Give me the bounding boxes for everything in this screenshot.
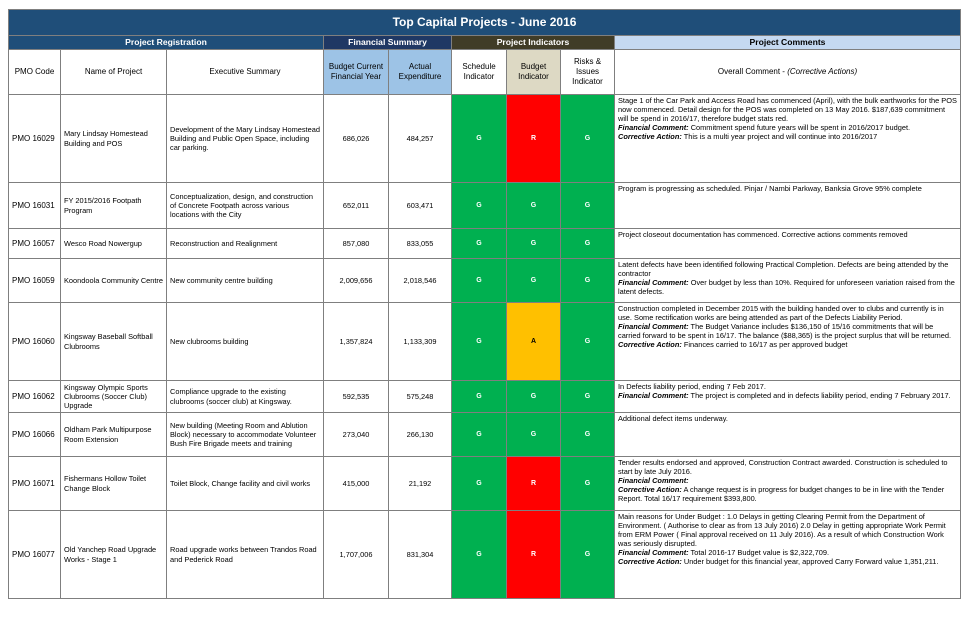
budget-value: 415,000 xyxy=(324,457,389,511)
pmo-code: PMO 16071 xyxy=(9,457,61,511)
pmo-code: PMO 16029 xyxy=(9,95,61,183)
schedule-indicator: G xyxy=(452,303,507,381)
budget-value: 1,357,824 xyxy=(324,303,389,381)
group-project-comments: Project Comments xyxy=(615,36,961,50)
comment-text: Construction completed in December 2015 with the building handed over to clubs and currently is in use. Some rectification works are being attended as part of the Defects Liability Period. xyxy=(618,304,944,323)
comment-text: Latent defects have been identified following Practical Completion. Defects are being attended by the contractor xyxy=(618,260,949,279)
expenditure-value: 831,304 xyxy=(389,511,452,599)
executive-summary: New building (Meeting Room and Ablution Block) necessary to accommodate Volunteer Bush Fire Brigade meets and training xyxy=(167,413,324,457)
project-name: Old Yanchep Road Upgrade Works - Stage 1 xyxy=(61,511,167,599)
financial-comment xyxy=(618,278,957,296)
corrective-action-text: Under budget for this financial year, approved Carry Forward value 1,351,211. xyxy=(681,557,939,567)
comment-text: Project closeout documentation has commenced. Corrective actions comments removed xyxy=(618,230,908,239)
overall-comment xyxy=(615,229,961,259)
expenditure-value: 266,130 xyxy=(389,413,452,457)
financial-comment-label: Financial Comment: xyxy=(618,548,689,558)
corrective-action-text: This is a multi year project and will continue into 2016/2017 xyxy=(681,132,878,142)
schedule-indicator: G xyxy=(452,511,507,599)
corrective-action-label: Corrective Action: xyxy=(618,485,682,495)
projects-table xyxy=(8,9,961,599)
overall-comment xyxy=(615,381,961,413)
pmo-code: PMO 16060 xyxy=(9,303,61,381)
table-row xyxy=(9,413,961,457)
header-pmo-code: PMO Code xyxy=(9,50,61,95)
comment-text: Main reasons for Under Budget : 1.0 Delays in getting Clearing Permit from the Department of Environment. ( Authorise to clear as from 13 July 2016) 2.0 Delay in getting appropriate Work Permit from ERM Power ( Final approval received on 11 July 2016). As a result of which Construction Work was seriously disrupted. xyxy=(618,512,946,549)
budget-indicator: R xyxy=(507,95,561,183)
header-name: Name of Project xyxy=(61,50,167,95)
project-name: Kingsway Olympic Sports Clubrooms (Soccer Club) Upgrade xyxy=(61,381,167,413)
budget-value: 592,535 xyxy=(324,381,389,413)
budget-indicator: R xyxy=(507,457,561,511)
risks-indicator: G xyxy=(561,259,615,303)
budget-value: 857,080 xyxy=(324,229,389,259)
financial-comment xyxy=(618,123,957,132)
financial-comment-label: Financial Comment: xyxy=(618,123,689,133)
budget-indicator: G xyxy=(507,413,561,457)
financial-comment-text: Over budget by less than 10%. Required for unforeseen variation raised from the latent defects. xyxy=(618,278,955,297)
page-title: Top Capital Projects - June 2016 xyxy=(9,10,961,36)
header-schedule-indicator: Schedule Indicator xyxy=(452,50,507,95)
expenditure-value: 21,192 xyxy=(389,457,452,511)
overall-comment xyxy=(615,259,961,303)
corrective-action-label: Corrective Action: xyxy=(618,340,682,350)
header-overall-comment-label: Overall Comment - xyxy=(717,67,788,76)
pmo-code: PMO 16059 xyxy=(9,259,61,303)
financial-comment xyxy=(618,322,957,340)
overall-comment xyxy=(615,95,961,183)
table-row xyxy=(9,183,961,229)
expenditure-value: 2,018,546 xyxy=(389,259,452,303)
header-summary: Executive Summary xyxy=(167,50,324,95)
project-name: FY 2015/2016 Footpath Program xyxy=(61,183,167,229)
schedule-indicator: G xyxy=(452,413,507,457)
schedule-indicator: G xyxy=(452,457,507,511)
corrective-action-text: A change request is in progress for budget changes to be in line with the Tender Report. Total 16/17 requirement $393,800. xyxy=(618,485,945,504)
project-name: Oldham Park Multipurpose Room Extension xyxy=(61,413,167,457)
table-row xyxy=(9,511,961,599)
executive-summary: Reconstruction and Realignment xyxy=(167,229,324,259)
executive-summary: Compliance upgrade to the existing clubrooms (soccer club) at Kingsway. xyxy=(167,381,324,413)
pmo-code: PMO 16062 xyxy=(9,381,61,413)
group-financial-summary: Financial Summary xyxy=(324,36,452,50)
corrective-action xyxy=(618,485,957,503)
budget-indicator: A xyxy=(507,303,561,381)
financial-comment-label: Financial Comment: xyxy=(618,391,689,401)
header-expenditure: Actual Expenditure xyxy=(389,50,452,95)
risks-indicator: G xyxy=(561,303,615,381)
executive-summary: Conceptualization, design, and construction of Concrete Footpath across various locations with the City xyxy=(167,183,324,229)
executive-summary: Development of the Mary Lindsay Homestead Building and Public Open Space, including car parking. xyxy=(167,95,324,183)
project-name: Wesco Road Nowergup xyxy=(61,229,167,259)
corrective-action xyxy=(618,340,957,349)
budget-value: 686,026 xyxy=(324,95,389,183)
pmo-code: PMO 16031 xyxy=(9,183,61,229)
table-row xyxy=(9,457,961,511)
budget-indicator: G xyxy=(507,183,561,229)
risks-indicator: G xyxy=(561,413,615,457)
header-overall-comment xyxy=(615,50,961,95)
overall-comment xyxy=(615,183,961,229)
financial-comment xyxy=(618,476,957,485)
schedule-indicator: G xyxy=(452,229,507,259)
pmo-code: PMO 16066 xyxy=(9,413,61,457)
executive-summary: Road upgrade works between Trandos Road and Pederick Road xyxy=(167,511,324,599)
expenditure-value: 1,133,309 xyxy=(389,303,452,381)
risks-indicator: G xyxy=(561,381,615,413)
group-project-indicators: Project Indicators xyxy=(452,36,615,50)
overall-comment xyxy=(615,413,961,457)
header-budget-indicator: Budget Indicator xyxy=(507,50,561,95)
executive-summary: New community centre building xyxy=(167,259,324,303)
comment-text: Stage 1 of the Car Park and Access Road has commenced (April), with the bulk earthworks for the POS now commenced. Detail design for the POS was completed on 13 May 2016. $187,639 commitment will be spend in 2016/17, therefore budget stats red. xyxy=(618,96,957,124)
budget-indicator: R xyxy=(507,511,561,599)
pmo-code: PMO 16077 xyxy=(9,511,61,599)
report xyxy=(8,9,960,599)
risks-indicator: G xyxy=(561,183,615,229)
budget-indicator: G xyxy=(507,381,561,413)
executive-summary: Toilet Block, Change facility and civil works xyxy=(167,457,324,511)
financial-comment xyxy=(618,391,957,400)
corrective-action-text: Finances carried to 16/17 as per approved budget xyxy=(681,340,848,350)
header-risks-indicator: Risks & Issues Indicator xyxy=(561,50,615,95)
comment-text: In Defects liability period, ending 7 Feb 2017. xyxy=(618,382,766,391)
table-row xyxy=(9,303,961,381)
comment-text: Additional defect items underway. xyxy=(618,414,728,423)
project-name: Koondoola Community Centre xyxy=(61,259,167,303)
corrective-action-label: Corrective Action: xyxy=(618,557,682,567)
financial-comment-text: The Budget Variance includes $136,150 of 15/16 commitments that will be carried forward to be spent in 16/17. The balance ($88,365) is the project surplus that will be returned. xyxy=(618,322,952,341)
group-project-registration: Project Registration xyxy=(9,36,324,50)
risks-indicator: G xyxy=(561,511,615,599)
table-row xyxy=(9,95,961,183)
schedule-indicator: G xyxy=(452,381,507,413)
financial-comment-text: Commitment spend future years will be spent in 2016/2017 budget. xyxy=(688,123,911,133)
budget-value: 273,040 xyxy=(324,413,389,457)
comment-text: Program is progressing as scheduled. Pinjar / Nambi Parkway, Banksia Grove 95% complete xyxy=(618,184,922,193)
budget-indicator: G xyxy=(507,229,561,259)
budget-indicator: G xyxy=(507,259,561,303)
expenditure-value: 833,055 xyxy=(389,229,452,259)
expenditure-value: 575,248 xyxy=(389,381,452,413)
schedule-indicator: G xyxy=(452,259,507,303)
risks-indicator: G xyxy=(561,95,615,183)
project-name: Fishermans Hollow Toilet Change Block xyxy=(61,457,167,511)
project-name: Mary Lindsay Homestead Building and POS xyxy=(61,95,167,183)
budget-value: 2,009,656 xyxy=(324,259,389,303)
corrective-action xyxy=(618,557,957,566)
financial-comment-label: Financial Comment: xyxy=(618,476,689,486)
financial-comment-label: Financial Comment: xyxy=(618,278,689,288)
expenditure-value: 484,257 xyxy=(389,95,452,183)
corrective-action xyxy=(618,132,957,141)
table-row xyxy=(9,381,961,413)
expenditure-value: 603,471 xyxy=(389,183,452,229)
budget-value: 652,011 xyxy=(324,183,389,229)
risks-indicator: G xyxy=(561,457,615,511)
budget-value: 1,707,006 xyxy=(324,511,389,599)
financial-comment xyxy=(618,548,957,557)
corrective-action-label: Corrective Action: xyxy=(618,132,682,142)
risks-indicator: G xyxy=(561,229,615,259)
overall-comment xyxy=(615,511,961,599)
header-budget: Budget Current Financial Year xyxy=(324,50,389,95)
executive-summary: New clubrooms building xyxy=(167,303,324,381)
table-row xyxy=(9,259,961,303)
financial-comment-label: Financial Comment: xyxy=(618,322,689,332)
schedule-indicator: G xyxy=(452,183,507,229)
header-overall-comment-italic: (Corrective Actions) xyxy=(787,67,858,76)
table-row xyxy=(9,229,961,259)
schedule-indicator: G xyxy=(452,95,507,183)
financial-comment-text: Total 2016-17 Budget value is $2,322,709. xyxy=(688,548,830,558)
pmo-code: PMO 16057 xyxy=(9,229,61,259)
project-name: Kingsway Baseball Softball Clubrooms xyxy=(61,303,167,381)
financial-comment-text: The project is completed and in defects liability period, ending 7 February 2017. xyxy=(688,391,951,401)
comment-text: Tender results endorsed and approved, Construction Contract awarded. Construction is scheduled to start by late July 2016. xyxy=(618,458,948,477)
overall-comment xyxy=(615,457,961,511)
overall-comment xyxy=(615,303,961,381)
